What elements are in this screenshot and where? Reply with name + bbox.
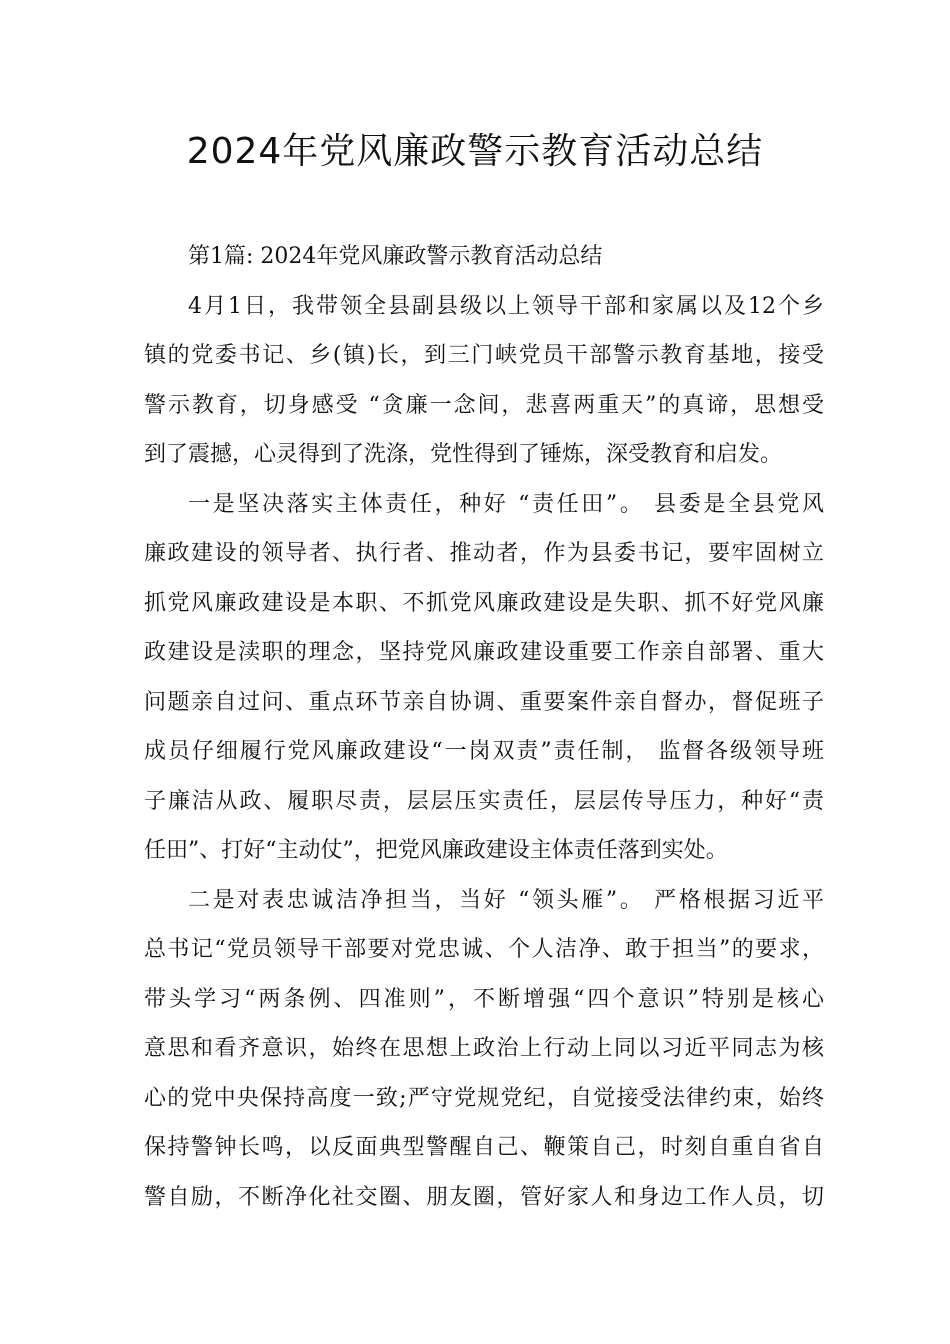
paragraph-line: 政建设是渎职的理念，坚持党风廉政建设重要工作亲自部署、重大 xyxy=(144,640,824,665)
paragraph-line: 二是对表忠诚洁净担当，当好 “领头雁”。 严格根据习近平 xyxy=(188,887,824,913)
paragraph-line: 带头学习“两条例、四准则”，不断增强“四个意识”特别是核心 xyxy=(144,986,824,1012)
paragraph-line: 问题亲自过问、重点环节亲自协调、重要案件亲自督办，督促班子 xyxy=(144,689,824,715)
paragraph-line: 4月1日，我带领全县副县级以上领导干部和家属以及12个乡 xyxy=(188,293,824,319)
paragraph-line: 第1篇: 2024年党风廉政警示教育活动总结 xyxy=(188,244,603,269)
document-body xyxy=(144,232,824,1222)
paragraph-line: 警示教育，切身感受 “贪廉一念间，悲喜两重天”的真谛，思想受 xyxy=(144,392,824,418)
document-title: 2024年党风廉政警示教育活动总结 xyxy=(186,131,764,172)
paragraph-line: 保持警钟长鸣，以反面典型警醒自己、鞭策自己，时刻自重自省自 xyxy=(144,1135,824,1160)
paragraph-line: 成员仔细履行党风廉政建设“一岗双责”责任制， 监督各级领导班 xyxy=(144,739,824,764)
paragraph-line: 抓党风廉政建设是本职、不抓党风廉政建设是失职、抓不好党风廉 xyxy=(144,590,824,616)
paragraph-line: 廉政建设的领导者、执行者、推动者，作为县委书记，要牢固树立 xyxy=(144,541,824,566)
paragraph-line: 子廉洁从政、履职尽责，层层压实责任，层层传导压力，种好“责 xyxy=(144,788,824,814)
paragraph-line: 到了震撼，心灵得到了洗涤，党性得到了锤炼，深受教育和启发。 xyxy=(144,442,783,467)
paragraph-line: 警自励，不断净化社交圈、朋友圈，管好家人和身边工作人员，切 xyxy=(144,1184,824,1210)
paragraph-line: 镇的党委书记、乡(镇)长，到三门峡党员干部警示教育基地，接受 xyxy=(144,343,824,368)
paragraph-line: 意思和看齐意识，始终在思想上政治上行动上同以习近平同志为核 xyxy=(144,1036,824,1061)
paragraph-line: 心的党中央保持高度一致;严守党规党纪，自觉接受法律约束，始终 xyxy=(144,1085,824,1111)
paragraph-line: 总书记“党员领导干部要对党忠诚、个人洁净、敢于担当”的要求， xyxy=(144,937,824,962)
paragraph-line: 任田”、打好“主动仗”，把党风廉政建设主体责任落到实处。 xyxy=(144,838,728,863)
paragraph-line: 一是坚决落实主体责任，种好 “责任田”。 县委是全县党风 xyxy=(188,491,824,517)
